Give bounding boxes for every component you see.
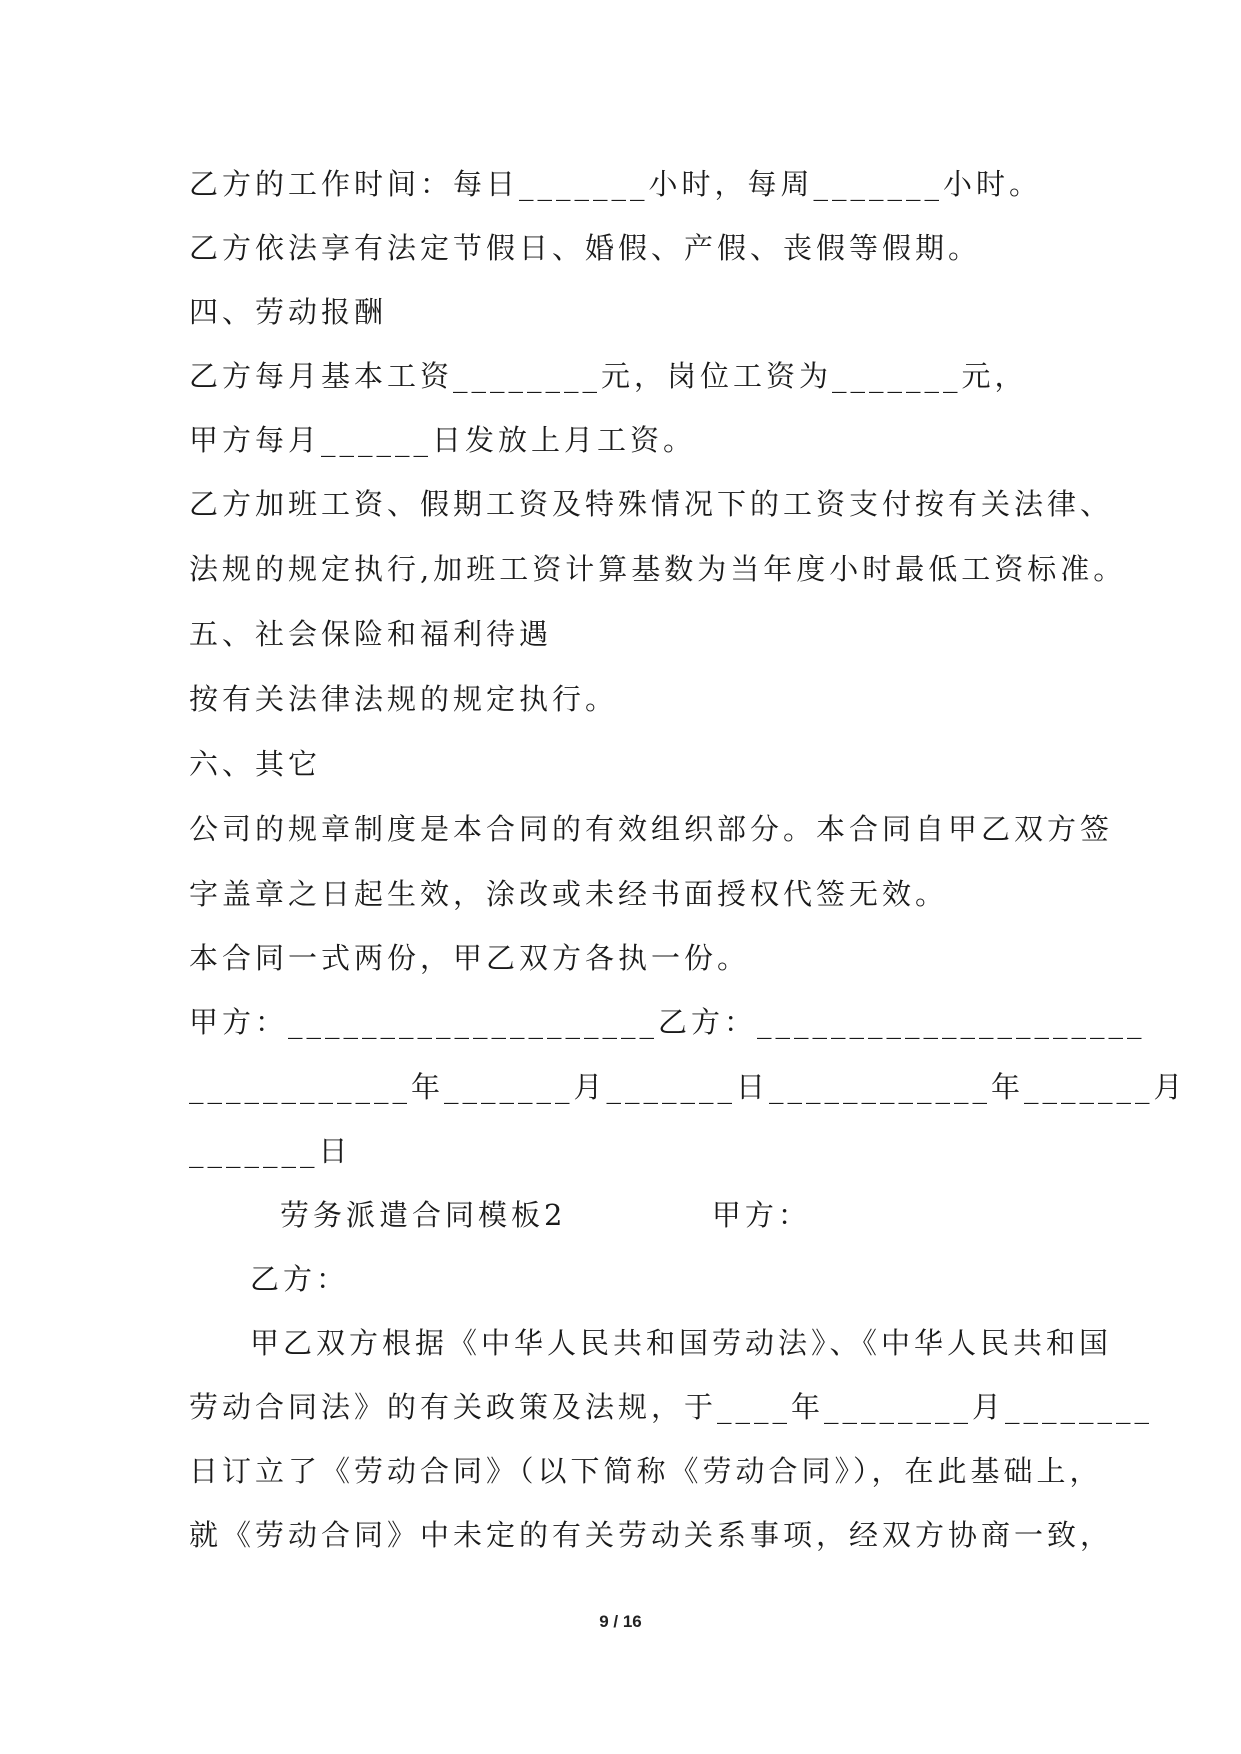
section-heading-insurance: 五、社会保险和福利待遇 bbox=[189, 617, 553, 651]
text-line-overtime-1: 乙方加班工资、假期工资及特殊情况下的工资支付按有关法律、 bbox=[189, 487, 1114, 521]
template-2-para-4: 就《劳动合同》中未定的有关劳动关系事项，经双方协商一致， bbox=[189, 1518, 1114, 1552]
template-2-party-b: 乙方： bbox=[250, 1262, 350, 1296]
template-2-para-2: 劳动合同法》的有关政策及法规，于____年________月________ bbox=[189, 1390, 1154, 1424]
template-2-para-3: 日订立了《劳动合同》（以下简称《劳动合同》），在此基础上， bbox=[189, 1454, 1103, 1488]
signature-line-day: _______日 bbox=[189, 1134, 352, 1168]
text-line-work-hours: 乙方的工作时间：每日_______小时，每周_______小时。 bbox=[189, 167, 1043, 201]
text-line-copies: 本合同一式两份，甲乙双方各执一份。 bbox=[189, 941, 751, 975]
section-heading-other: 六、其它 bbox=[189, 747, 322, 781]
template-2-para-1: 甲乙双方根据《中华人民共和国劳动法》、《中华人民共和国 bbox=[250, 1326, 1113, 1360]
text-line-holidays: 乙方依法享有法定节假日、婚假、产假、丧假等假期。 bbox=[189, 231, 982, 265]
text-line-overtime-2: 法规的规定执行,加班工资计算基数为当年度小时最低工资标准。 bbox=[189, 552, 1127, 586]
page-number: 9 / 16 bbox=[599, 1612, 642, 1631]
signature-line-dates: ____________年_______月_______日____________年_______月 bbox=[189, 1070, 1187, 1104]
signature-line-parties: 甲方：____________________乙方：_____________________ bbox=[189, 1005, 1146, 1039]
text-line-basic-salary: 乙方每月基本工资________元，岗位工资为_______元， bbox=[189, 359, 1028, 393]
text-line-insurance: 按有关法律法规的规定执行。 bbox=[189, 682, 619, 716]
section-heading-remuneration: 四、劳动报酬 bbox=[189, 295, 388, 329]
text-line-pay-day: 甲方每月______日发放上月工资。 bbox=[189, 423, 697, 457]
text-line-rules-2: 字盖章之日起生效，涂改或未经书面授权代签无效。 bbox=[189, 877, 949, 911]
text-line-rules-1: 公司的规章制度是本合同的有效组织部分。本合同自甲乙双方签 bbox=[189, 812, 1114, 846]
template-2-title: 劳务派遣合同模板2 甲方： bbox=[280, 1198, 811, 1232]
